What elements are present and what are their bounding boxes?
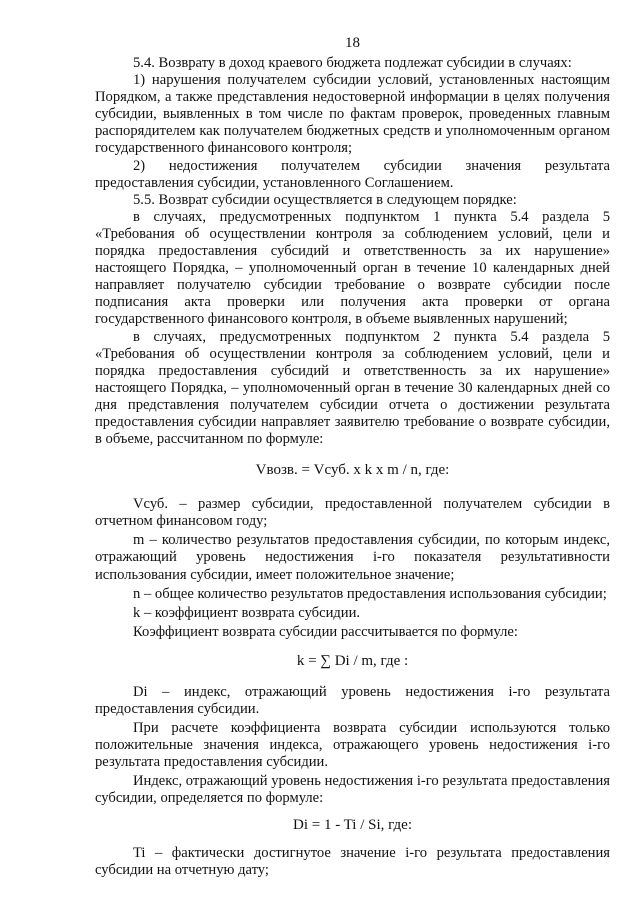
paragraph: Ti – фактически достигнутое значение i-го результата предоставления субсидии на отчетную дату; [95, 844, 610, 878]
paragraph: При расчете коэффициента возврата субсидии используются только положительные значения индекса, отражающего уровень недостижения i-го результата предоставления субсидии. [95, 720, 610, 771]
document-body [95, 55, 610, 879]
paragraph: в случаях, предусмотренных подпунктом 2 пункта 5.4 раздела 5 «Требования об осуществлении контроля за соблюдением условий, цели и порядка предоставления субсидий и ответственность за их нарушение» настоящего Порядка, – уполномоченный орган в течение 30 календарных дней со дня представления получателем субсидии отчета о достижении результата предоставления субсидии направляет заявителю требование о возврате субсидии, в объеме, рассчитанном по формуле: [95, 328, 610, 448]
formula-index: Di = 1 - Ti / Si, где: [292, 816, 413, 833]
paragraph: 1) нарушения получателем субсидии условий, установленных настоящим Порядком, а также представления недостоверной информации в целях получения субсидии, выявленных в том числе по фактам проверок, проведенных главным распорядителем как получателем бюджетных средств и уполномоченным органом государственного финансового контроля; [95, 72, 610, 157]
paragraph: Di – индекс, отражающий уровень недостижения i-го результата предоставления субсидии. [95, 683, 610, 717]
paragraph: 5.4. Возврату в доход краевого бюджета подлежат субсидии в случаях: [133, 55, 572, 71]
paragraph: 2) недостижения получателем субсидии значения результата предоставления субсидии, установленного Соглашением. [95, 157, 610, 191]
paragraph: m – количество результатов предоставления субсидии, по которым индекс, отражающий уровень недостижения i-го показателя результативности использования субсидии, имеет положительное значение; [95, 532, 610, 583]
paragraph: Индекс, отражающий уровень недостижения i-го результата предоставления субсидии, определяется по формуле: [95, 773, 610, 807]
formula-return-coefficient: k = ∑ Di / m, где : [296, 652, 409, 669]
paragraph: n – общее количество результатов предоставления использования субсидии; [133, 585, 607, 602]
paragraph: k – коэффициент возврата субсидии. [133, 604, 361, 621]
paragraph: Коэффициент возврата субсидии рассчитывается по формуле: [133, 623, 518, 640]
paragraph: Vсуб. – размер субсидии, предоставленной получателем субсидии в отчетном финансовом году; [95, 496, 610, 530]
document-page [95, 34, 610, 879]
page-number: 18 [345, 35, 360, 51]
formula-return-volume: Vвозв. = Vсуб. x k x m / n, где: [255, 462, 450, 479]
paragraph: 5.5. Возврат субсидии осуществляется в следующем порядке: [133, 191, 517, 208]
paragraph: в случаях, предусмотренных подпунктом 1 пункта 5.4 раздела 5 «Требования об осуществлении контроля за соблюдением условий, цели и порядка предоставления субсидий и ответственность за их нарушение» настоящего Порядка, – уполномоченный орган в течение 10 календарных дней направляет получателю субсидии требование о возврате субсидии после подписания акта проверки или получения акта проверки от органа государственного финансового контроля, в объеме выявленных нарушений; [95, 208, 610, 328]
